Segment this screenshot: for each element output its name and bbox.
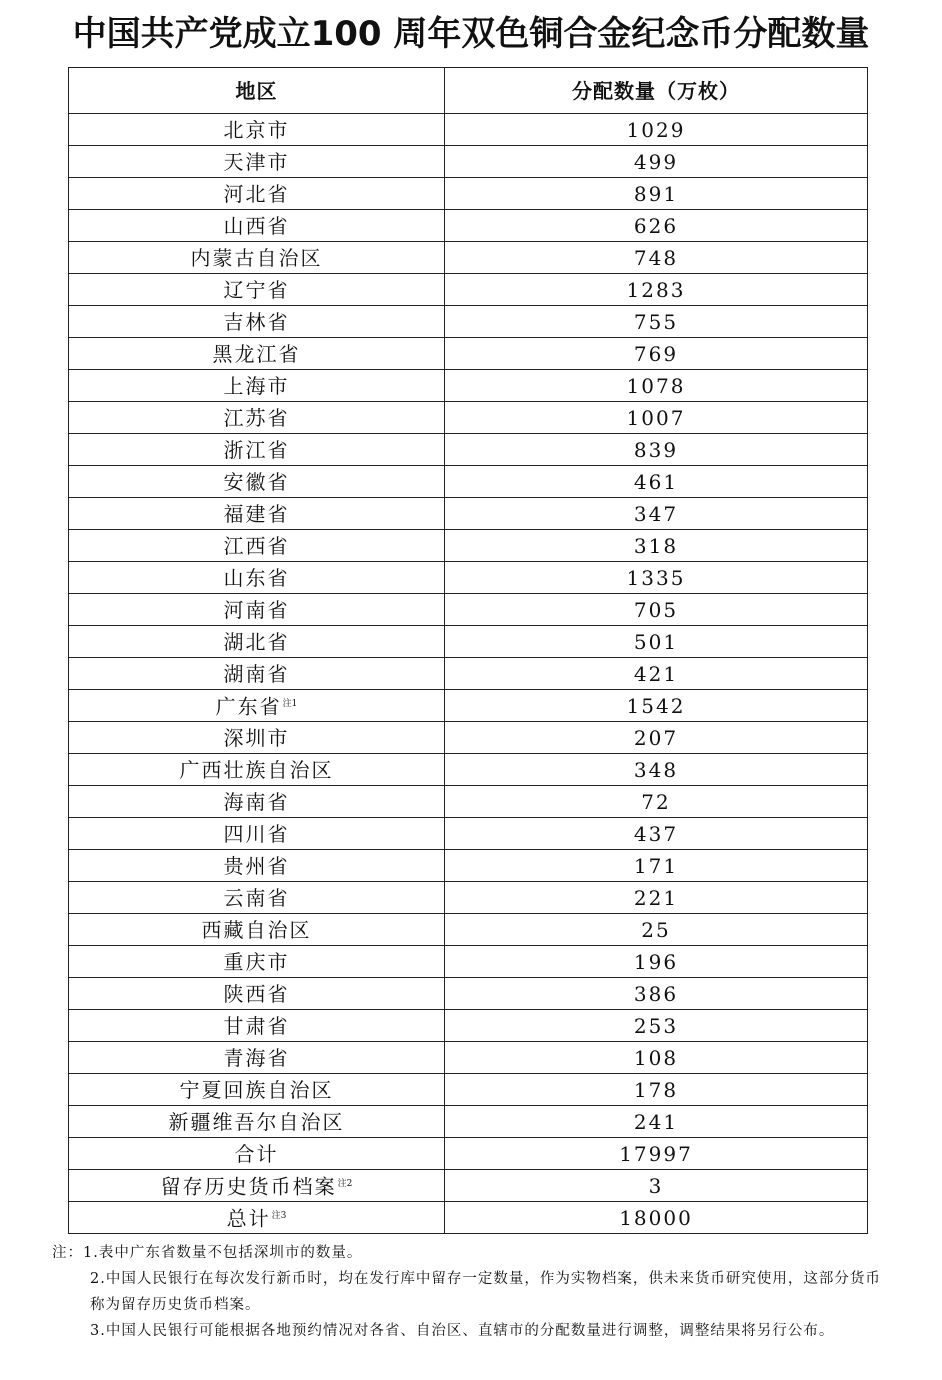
region-cell [69, 626, 445, 658]
table-row [69, 914, 868, 946]
region-cell [69, 402, 445, 434]
region-cell [69, 818, 445, 850]
quantity-cell: 72 [445, 786, 868, 818]
region-name: 新疆维吾尔自治区 [168, 1109, 345, 1134]
region-cell [69, 1202, 445, 1234]
region-name: 湖北省 [223, 629, 290, 654]
region-cell [69, 722, 445, 754]
region-name: 甘肃省 [223, 1013, 290, 1038]
header-quantity: 分配数量（万枚） [445, 68, 868, 114]
region-cell [69, 754, 445, 786]
quantity-cell: 253 [445, 1010, 868, 1042]
quantity-cell: 196 [445, 946, 868, 978]
table-row [69, 1138, 868, 1170]
header-region: 地区 [69, 68, 445, 114]
quantity-cell: 1007 [445, 402, 868, 434]
table-row [69, 594, 868, 626]
region-name: 辽宁省 [223, 277, 290, 302]
region-name: 山东省 [223, 565, 290, 590]
region-cell [69, 466, 445, 498]
region-cell [69, 242, 445, 274]
region-name: 云南省 [223, 885, 290, 910]
quantity-cell: 626 [445, 210, 868, 242]
footnote-2: 2.中国人民银行在每次发行新币时，均在发行库中留存一定数量，作为实物档案，供未来货币研究使用，这部分货币称为留存历史货币档案。 [90, 1271, 881, 1313]
region-name: 河北省 [223, 181, 290, 206]
region-name: 江西省 [223, 533, 290, 558]
quantity-cell: 18000 [445, 1202, 868, 1234]
region-cell [69, 978, 445, 1010]
region-name: 内蒙古自治区 [190, 245, 323, 270]
quantity-cell: 501 [445, 626, 868, 658]
region-cell [69, 338, 445, 370]
footnote-mark: 注1 [282, 699, 298, 710]
table-row [69, 306, 868, 338]
table-row [69, 242, 868, 274]
table-row [69, 562, 868, 594]
quantity-cell: 386 [445, 978, 868, 1010]
table-row [69, 786, 868, 818]
region-cell [69, 594, 445, 626]
region-name: 黑龙江省 [212, 341, 301, 366]
quantity-cell: 437 [445, 818, 868, 850]
table-row [69, 1010, 868, 1042]
region-name: 广西壮族自治区 [179, 757, 334, 782]
region-name: 总计 [226, 1206, 271, 1231]
table-header-row [69, 68, 868, 114]
table-row [69, 722, 868, 754]
region-cell [69, 914, 445, 946]
region-name: 广东省 [215, 694, 282, 719]
quantity-cell: 1283 [445, 274, 868, 306]
region-name: 合计 [234, 1141, 279, 1166]
quantity-cell: 221 [445, 882, 868, 914]
table-row [69, 978, 868, 1010]
region-cell [69, 370, 445, 402]
region-cell [69, 786, 445, 818]
table-row [69, 178, 868, 210]
table-row [69, 434, 868, 466]
table-row [69, 210, 868, 242]
region-cell [69, 882, 445, 914]
region-cell [69, 434, 445, 466]
table-row [69, 882, 868, 914]
quantity-cell: 1335 [445, 562, 868, 594]
region-name: 江苏省 [223, 405, 290, 430]
region-name: 浙江省 [223, 437, 290, 462]
footnote-mark: 注2 [337, 1179, 353, 1190]
region-cell [69, 1074, 445, 1106]
table-row [69, 498, 868, 530]
region-name: 留存历史货币档案 [160, 1174, 337, 1199]
region-name: 天津市 [223, 149, 290, 174]
region-cell [69, 1042, 445, 1074]
table-row [69, 818, 868, 850]
region-name: 安徽省 [223, 469, 290, 494]
quantity-cell: 461 [445, 466, 868, 498]
quantity-cell: 421 [445, 658, 868, 690]
region-cell [69, 850, 445, 882]
table-row [69, 114, 868, 146]
quantity-cell: 769 [445, 338, 868, 370]
document-title: 中国共产党成立100 周年双色铜合金纪念币分配数量 [72, 14, 870, 54]
footnote-3: 3.中国人民银行可能根据各地预约情况对各省、自治区、直辖市的分配数量进行调整，调整结果将另行公布。 [90, 1323, 835, 1339]
region-name: 青海省 [223, 1045, 290, 1070]
region-cell [69, 146, 445, 178]
quantity-cell: 108 [445, 1042, 868, 1074]
region-name: 吉林省 [223, 309, 290, 334]
table-row [69, 626, 868, 658]
allocation-table [68, 67, 868, 1234]
region-cell [69, 562, 445, 594]
region-cell [69, 498, 445, 530]
region-name: 宁夏回族自治区 [179, 1077, 334, 1102]
region-cell [69, 690, 445, 722]
footnote-mark: 注3 [271, 1211, 287, 1222]
region-cell [69, 306, 445, 338]
table-body [69, 114, 868, 1234]
table-row [69, 370, 868, 402]
region-name: 西藏自治区 [201, 917, 312, 942]
quantity-cell: 499 [445, 146, 868, 178]
table-row [69, 1042, 868, 1074]
quantity-cell: 347 [445, 498, 868, 530]
quantity-cell: 318 [445, 530, 868, 562]
quantity-cell: 241 [445, 1106, 868, 1138]
region-cell [69, 1010, 445, 1042]
quantity-cell: 25 [445, 914, 868, 946]
table-row [69, 274, 868, 306]
region-cell [69, 658, 445, 690]
region-name: 海南省 [223, 789, 290, 814]
table-row [69, 146, 868, 178]
table-row [69, 1074, 868, 1106]
region-name: 湖南省 [223, 661, 290, 686]
region-cell [69, 178, 445, 210]
region-cell [69, 1170, 445, 1202]
table-row [69, 754, 868, 786]
table-row [69, 658, 868, 690]
table-row [69, 402, 868, 434]
quantity-cell: 891 [445, 178, 868, 210]
footnote-1: 注：1.表中广东省数量不包括深圳市的数量。 [52, 1245, 363, 1261]
region-cell [69, 210, 445, 242]
table-row [69, 1170, 868, 1202]
region-cell [69, 1106, 445, 1138]
region-name: 山西省 [223, 213, 290, 238]
table-row [69, 690, 868, 722]
region-name: 陕西省 [223, 981, 290, 1006]
quantity-cell: 207 [445, 722, 868, 754]
region-name: 重庆市 [223, 949, 290, 974]
quantity-cell: 1078 [445, 370, 868, 402]
region-name: 福建省 [223, 501, 290, 526]
region-name: 贵州省 [223, 853, 290, 878]
quantity-cell: 178 [445, 1074, 868, 1106]
table-row [69, 530, 868, 562]
region-cell [69, 1138, 445, 1170]
table-row [69, 946, 868, 978]
quantity-cell: 3 [445, 1170, 868, 1202]
table-row [69, 850, 868, 882]
region-name: 四川省 [223, 821, 290, 846]
quantity-cell: 748 [445, 242, 868, 274]
quantity-cell: 171 [445, 850, 868, 882]
quantity-cell: 348 [445, 754, 868, 786]
table-row [69, 338, 868, 370]
region-cell [69, 114, 445, 146]
footnotes [52, 1240, 892, 1344]
table-row [69, 1106, 868, 1138]
region-name: 上海市 [223, 373, 290, 398]
quantity-cell: 839 [445, 434, 868, 466]
quantity-cell: 1029 [445, 114, 868, 146]
quantity-cell: 755 [445, 306, 868, 338]
region-name: 深圳市 [223, 725, 290, 750]
quantity-cell: 17997 [445, 1138, 868, 1170]
region-name: 河南省 [223, 597, 290, 622]
region-name: 北京市 [223, 117, 290, 142]
region-cell [69, 274, 445, 306]
region-cell [69, 946, 445, 978]
quantity-cell: 705 [445, 594, 868, 626]
region-cell [69, 530, 445, 562]
table-row [69, 1202, 868, 1234]
quantity-cell: 1542 [445, 690, 868, 722]
table-row [69, 466, 868, 498]
